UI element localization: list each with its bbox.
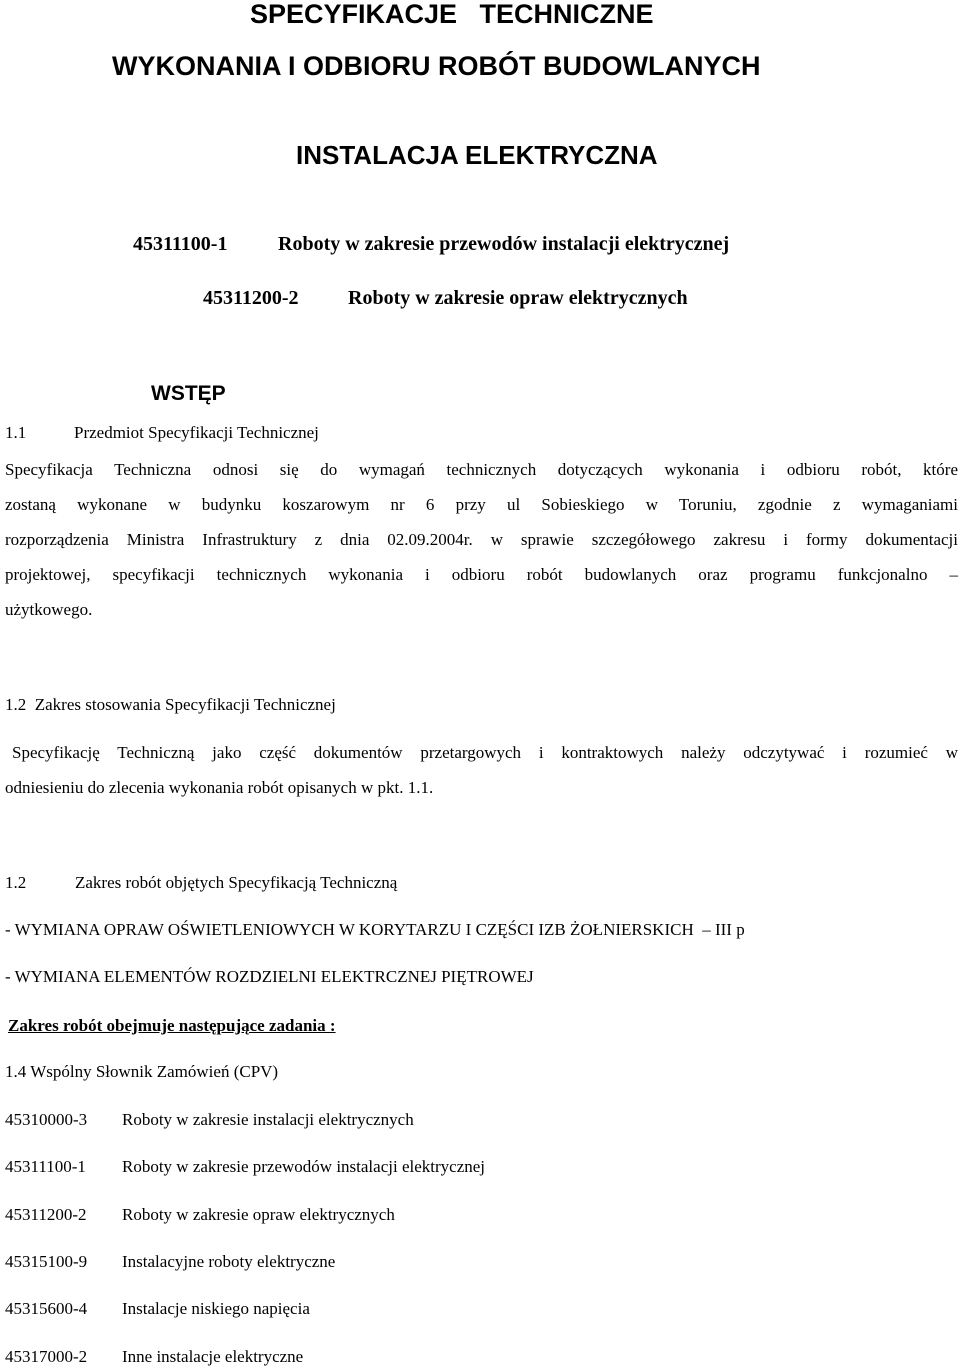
doc-title-line2: WYKONANIA I ODBIORU ROBÓT BUDOWLANYCH: [112, 51, 761, 81]
work-item-2: - WYMIANA ELEMENTÓW ROZDZIELNI ELEKTRCZNEJ PIĘTROWEJ: [5, 967, 534, 986]
section-1-3-number: 1.2: [5, 873, 27, 892]
cpv-code-2: 45311100-1: [5, 1157, 86, 1176]
cpv-code-4: 45315100-9: [5, 1252, 88, 1271]
cpv-label-1: Roboty w zakresie instalacji elektrycznych: [122, 1110, 414, 1129]
cpv-label-4: Instalacyjne roboty elektryczne: [122, 1252, 336, 1271]
section-1-1-number: 1.1: [5, 423, 27, 442]
cpv-label-6: Inne instalacje elektryczne: [122, 1347, 304, 1366]
doc-title-line1: SPECYFIKACJE TECHNICZNE: [250, 0, 654, 29]
cpv-code-1: 45310000-3: [5, 1110, 88, 1129]
section-1-3-title: Zakres robót objętych Specyfikacją Techniczną: [75, 873, 398, 892]
section-heading-wstep: WSTĘP: [151, 382, 226, 405]
section-1-2-line2: odniesieniu do zlecenia wykonania robót opisanych w pkt. 1.1.: [5, 778, 434, 797]
cpv-top-code-2: 45311200-2: [203, 287, 299, 309]
cpv-section-heading: 1.4 Wspólny Słownik Zamówień (CPV): [5, 1062, 279, 1081]
cpv-label-3: Roboty w zakresie opraw elektrycznych: [122, 1205, 395, 1224]
cpv-label-5: Instalacje niskiego napięcia: [122, 1299, 310, 1318]
cpv-code-6: 45317000-2: [5, 1347, 88, 1366]
cpv-code-3: 45311200-2: [5, 1205, 87, 1224]
doc-subtitle: INSTALACJA ELEKTRYCZNA: [296, 140, 658, 170]
section-1-2-heading: 1.2 Zakres stosowania Specyfikacji Technicznej: [5, 695, 336, 714]
section-1-1-line1: Specyfikacja Techniczna odnosi się do wymagań technicznych dotyczących wykonania i odbioru robót, które: [5, 460, 958, 479]
section-1-1-title: Przedmiot Specyfikacji Technicznej: [74, 423, 319, 442]
section-1-2-line1: Specyfikację Techniczną jako część dokumentów przetargowych i kontraktowych należy odczytywać i rozumieć w: [12, 743, 958, 762]
section-1-1-line3: rozporządzenia Ministra Infrastruktury z dnia 02.09.2004r. w sprawie szczegółowego zakresu i formy dokumentacji: [5, 530, 958, 549]
cpv-top-label-1: Roboty w zakresie przewodów instalacji elektrycznej: [278, 233, 730, 255]
section-1-1-line5: użytkowego.: [5, 600, 93, 619]
cpv-top-label-2: Roboty w zakresie opraw elektrycznych: [348, 287, 688, 309]
work-item-1: - WYMIANA OPRAW OŚWIETLENIOWYCH W KORYTARZU I CZĘŚCI IZB ŻOŁNIERSKICH – III p: [5, 920, 745, 939]
section-1-1-line4: projektowej, specyfikacji technicznych wykonania i odbioru robót budowlanych oraz programu funkcjonalno –: [5, 565, 958, 584]
cpv-top-code-1: 45311100-1: [133, 233, 228, 255]
cpv-label-2: Roboty w zakresie przewodów instalacji elektrycznej: [122, 1157, 486, 1176]
section-1-1-line2: zostaną wykonane w budynku koszarowym nr 6 przy ul Sobieskiego w Toruniu, zgodnie z wymaganiami: [5, 495, 958, 514]
tasks-heading: Zakres robót obejmuje następujące zadania :: [8, 1016, 336, 1035]
cpv-code-5: 45315600-4: [5, 1299, 88, 1318]
